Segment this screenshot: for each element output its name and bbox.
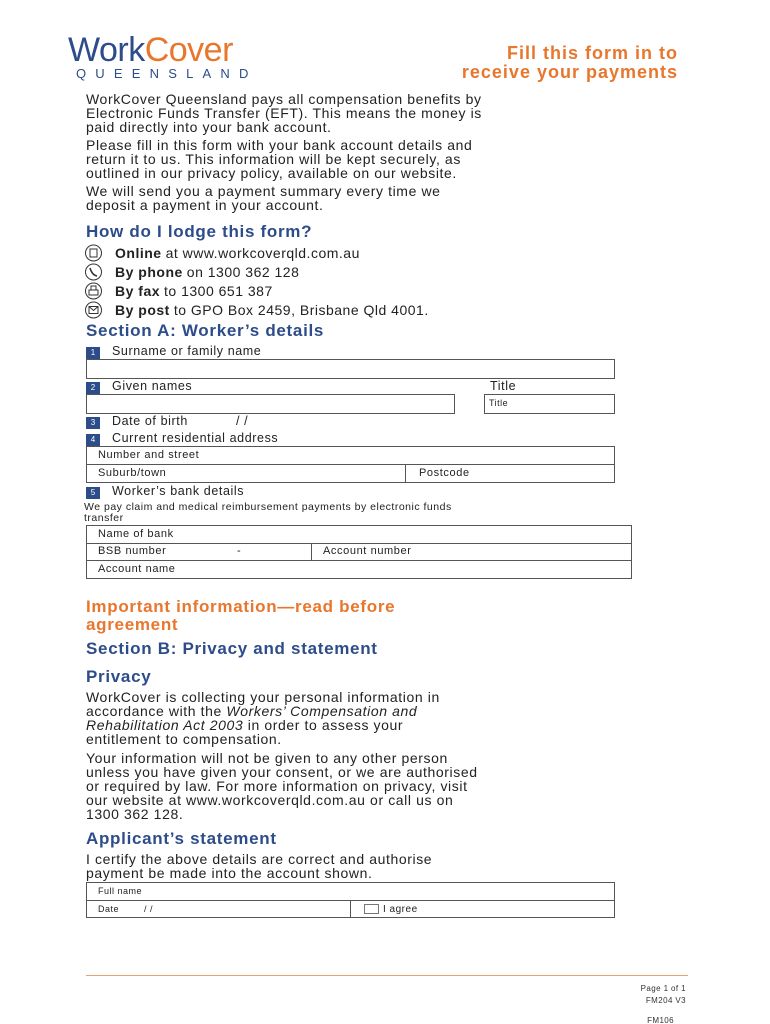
intro-p1-line: paid directly into your bank account. [86,119,332,135]
act-name: Workers’ Compensation and [226,703,418,719]
bank-box [86,525,632,579]
lodge-detail: at www.workcoverqld.com.au [165,245,360,261]
bank-name-field[interactable]: Name of bank [98,528,174,540]
statement-line: I certify the above details are correct and authorise [86,851,433,867]
logo-cover-text: Cover [144,31,233,69]
bank-details-label: Worker’s bank details [112,484,245,498]
address-divider-vertical [405,464,406,482]
agree-checkbox[interactable] [364,904,379,914]
intro-p2-line: outlined in our privacy policy, available on our website. [86,165,457,181]
question-number-1: 1 [86,347,100,359]
mail-icon [84,301,103,319]
lodge-online [84,244,360,262]
question-number-2: 2 [86,382,100,394]
privacy-paragraph-1 [86,690,686,746]
logo-work-text: Work [68,31,145,69]
bsb-field[interactable]: BSB number [98,545,167,557]
date-of-birth-input[interactable]: / / [236,414,249,428]
intro-p2-line: Please fill in this form with your bank account details and [86,137,473,153]
privacy-line: unless you have given your consent, or we are authorised [86,764,478,780]
privacy-heading: Privacy [86,667,152,686]
fax-icon [84,282,103,300]
statement-line: payment be made into the account shown. [86,865,373,881]
lodge-method: By fax [115,283,161,299]
street-field[interactable]: Number and street [98,449,200,461]
headline-line-1: Fill this form in to [507,43,678,63]
account-number-field[interactable]: Account number [323,545,412,557]
statement-paragraph [86,852,686,880]
date-label: Date [98,904,120,914]
privacy-text: in order to assess your [243,717,404,733]
lodge-heading: How do I lodge this form? [86,222,313,241]
question-number-5: 5 [86,487,100,499]
lodge-post [84,301,429,319]
intro-paragraph-3 [86,184,686,212]
bank-details-note [84,502,684,524]
address-divider [87,464,614,465]
privacy-line: our website at www.workcoverqld.com.au or call us on [86,792,454,808]
lodge-detail: to GPO Box 2459, Brisbane Qld 4001. [173,302,429,318]
surname-label: Surname or family name [112,344,262,358]
bank-note-line: We pay claim and medical reimbursement payments by electronic funds [84,501,452,513]
intro-p1-line: Electronic Funds Transfer (EFT). This means the money is [86,105,482,121]
statement-divider-vertical [350,900,351,917]
bank-divider-vertical [311,543,312,560]
privacy-line: entitlement to compensation. [86,731,282,747]
account-name-field[interactable]: Account name [98,563,176,575]
title-select[interactable] [484,394,615,414]
logo-workcover [68,32,233,68]
bsb-separator: - [237,545,242,557]
statement-box [86,882,615,918]
intro-p2-line: return it to us. This information will be kept securely, as [86,151,461,167]
date-of-birth-label: Date of birth [112,414,188,428]
question-number-4: 4 [86,434,100,446]
date-field[interactable]: / / [144,904,154,914]
important-line-2: agreement [86,615,179,634]
act-name: Rehabilitation Act 2003 [86,717,244,733]
form-code: FM204 V3 [645,996,686,1005]
lodge-detail: to 1300 651 387 [164,283,273,299]
privacy-line: Your information will not be given to any other person [86,750,448,766]
important-line-1: Important information—read before [86,597,396,616]
privacy-line: WorkCover is collecting your personal information in [86,689,440,705]
privacy-line [86,718,686,732]
privacy-text: accordance with the [86,703,227,719]
intro-paragraph-2 [86,138,686,180]
form-code-secondary: FM106 [647,1016,674,1024]
section-b-heading: Section B: Privacy and statement [86,639,378,658]
privacy-line: or required by law. For more information on privacy, visit [86,778,468,794]
lodge-method: By phone [115,264,183,280]
bank-note-line: transfer [84,512,124,524]
given-names-label: Given names [112,379,193,393]
privacy-paragraph-2 [86,751,686,821]
lodge-detail: on 1300 362 128 [186,264,300,280]
section-a-heading: Section A: Worker’s details [86,321,325,340]
lodge-phone [84,263,299,281]
question-number-3: 3 [86,417,100,429]
privacy-line [86,704,686,718]
privacy-line: 1300 362 128. [86,806,184,822]
page-headline [462,44,678,82]
online-icon [84,244,103,262]
logo-queensland: QUEENSLAND [76,66,258,81]
bank-divider-2 [87,560,631,561]
important-heading [86,598,395,634]
intro-p1-line: WorkCover Queensland pays all compensation benefits by [86,91,482,107]
full-name-field[interactable]: Full name [98,886,143,896]
agree-label: I agree [383,904,418,915]
phone-icon [84,263,103,281]
statement-heading: Applicant’s statement [86,829,277,848]
footer-divider [86,975,688,976]
lodge-method: Online [115,245,162,261]
lodge-method: By post [115,302,170,318]
address-box [86,446,615,483]
postcode-field[interactable]: Postcode [419,467,470,479]
given-names-input[interactable] [86,394,455,414]
surname-input[interactable] [86,359,615,379]
intro-p3-line: We will send you a payment summary every time we [86,183,441,199]
intro-p3-line: deposit a payment in your account. [86,197,324,213]
lodge-fax [84,282,273,300]
address-label: Current residential address [112,431,279,445]
bank-divider-1 [87,543,631,544]
suburb-field[interactable]: Suburb/town [98,467,167,479]
headline-line-2: receive your payments [461,62,678,82]
intro-paragraph-1 [86,92,686,134]
title-placeholder: Title [489,398,509,408]
page-number: Page 1 of 1 [640,984,686,993]
title-label: Title [490,379,517,393]
